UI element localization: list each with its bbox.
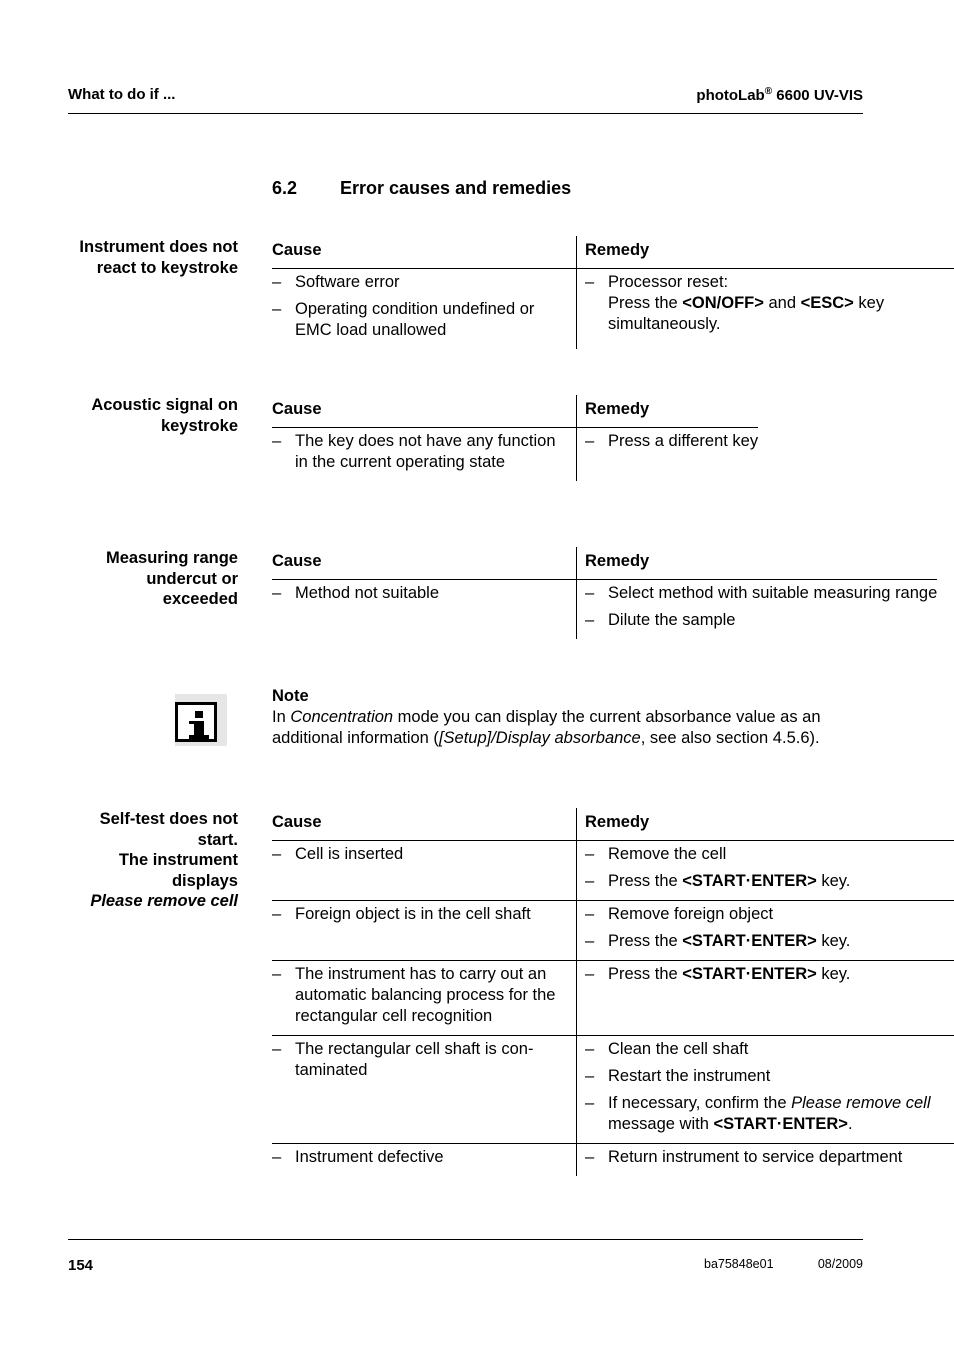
cause-text xyxy=(295,299,568,341)
text-run: key. xyxy=(816,965,851,983)
remedy-item xyxy=(585,583,937,604)
document-id: ba75848e01 xyxy=(704,1257,774,1271)
column-header-remedy: Remedy xyxy=(577,236,954,269)
page-number: 154 xyxy=(68,1257,94,1274)
remedy-text xyxy=(608,964,954,985)
text-run: If necessary, confirm the xyxy=(608,1094,792,1112)
text-run: Press the xyxy=(608,965,683,983)
footer-rule xyxy=(68,1239,863,1240)
side-label-self-test xyxy=(40,809,238,912)
cause-cell xyxy=(272,1036,577,1144)
remedy-item xyxy=(585,904,954,925)
bullet-dash: – xyxy=(272,300,282,318)
text-run: Press the xyxy=(608,932,683,950)
bullet-dash: – xyxy=(585,273,595,291)
text-run: taminated xyxy=(295,1061,368,1079)
header-right xyxy=(696,86,863,104)
column-header-cause: Cause xyxy=(272,395,577,428)
table-row xyxy=(272,1036,954,1144)
cause-text xyxy=(295,844,568,865)
table-row xyxy=(272,580,937,640)
remedy-cell xyxy=(577,1036,954,1144)
text-run: Return instrument to service department xyxy=(608,1148,903,1166)
side-label-line: start. xyxy=(197,830,238,849)
text-run: Concentration xyxy=(290,708,394,726)
section-title xyxy=(272,178,571,199)
remedy-cell xyxy=(577,580,938,640)
side-label-line: displays xyxy=(171,871,238,890)
text-run: <START·ENTER> xyxy=(682,965,817,983)
remedy-item xyxy=(585,1147,954,1168)
table-row xyxy=(272,269,954,350)
cause-item xyxy=(272,1039,568,1081)
cause-text xyxy=(295,431,568,473)
text-run: , see also section 4.5.6). xyxy=(640,729,820,747)
text-run: key simultaneously. xyxy=(608,294,885,333)
remedy-text xyxy=(608,931,954,952)
brand-name: photoLab xyxy=(696,87,765,104)
text-run: Instrument defective xyxy=(295,1148,444,1166)
cause-text xyxy=(295,904,568,925)
note-box xyxy=(272,686,852,749)
header-left: What to do if ... xyxy=(68,86,176,103)
bullet-dash: – xyxy=(585,584,595,602)
cause-cell xyxy=(272,269,577,350)
bullet-dash: – xyxy=(272,1040,282,1058)
remedy-text xyxy=(608,583,937,604)
text-run: Press the xyxy=(608,872,683,890)
side-label-line: Acoustic signal on xyxy=(91,396,238,414)
section-heading: Error causes and remedies xyxy=(340,178,572,198)
text-run: The rectangular cell shaft is con- xyxy=(295,1040,534,1058)
cause-cell xyxy=(272,428,577,482)
bullet-dash: – xyxy=(585,905,595,923)
table-row xyxy=(272,901,954,961)
text-run: <START·ENTER> xyxy=(713,1115,848,1133)
remedy-text xyxy=(608,904,954,925)
remedy-text xyxy=(608,1066,954,1087)
text-run: key. xyxy=(816,932,851,950)
text-run: <ESC> xyxy=(800,294,854,312)
text-run: and xyxy=(763,294,801,312)
text-run: Software error xyxy=(295,273,400,291)
remedy-cell xyxy=(577,901,954,961)
section-number: 6.2 xyxy=(272,178,298,198)
cause-item xyxy=(272,299,568,341)
document-date: 08/2009 xyxy=(817,1257,863,1271)
bullet-dash: – xyxy=(585,1040,595,1058)
side-label-line: Instrument does not xyxy=(79,238,238,256)
side-label-line: exceeded xyxy=(162,590,238,608)
cause-text xyxy=(295,1039,568,1081)
text-run: In xyxy=(272,708,291,726)
header-rule xyxy=(68,113,863,114)
remedy-item xyxy=(585,610,937,631)
text-run: Press a different key xyxy=(608,432,759,450)
cause-text xyxy=(295,1147,568,1168)
side-label-line: react to keystroke xyxy=(96,258,238,277)
text-run: mode you can display the current absorbance value as an additional information ( xyxy=(272,708,821,747)
text-run: Dilute the sample xyxy=(608,611,736,629)
cause-cell xyxy=(272,841,577,901)
cause-cell xyxy=(272,961,577,1036)
bullet-dash: – xyxy=(585,1148,595,1166)
side-label-measuring-range xyxy=(40,548,238,610)
cause-item xyxy=(272,904,568,925)
text-run: [Setup]/Display absorbance xyxy=(438,729,641,747)
remedy-item xyxy=(585,1039,954,1060)
text-run: The key does not have any function in the current operating state xyxy=(295,432,556,471)
table-row xyxy=(272,1144,954,1177)
text-run: Processor reset: xyxy=(608,273,729,291)
table-row xyxy=(272,428,758,482)
bullet-dash: – xyxy=(272,432,282,450)
remedy-item xyxy=(585,964,954,985)
registered-mark: ® xyxy=(764,86,773,97)
text-run: key. xyxy=(816,872,851,890)
side-label-no-keystroke xyxy=(40,237,238,278)
side-label-line: Measuring range xyxy=(105,549,238,567)
text-run: <START·ENTER> xyxy=(682,872,817,890)
table-row xyxy=(272,961,954,1036)
column-header-remedy: Remedy xyxy=(577,395,759,428)
text-run: The instrument has to carry out an automatic balancing process for the rectangular cell recognition xyxy=(295,965,556,1025)
cause-item xyxy=(272,583,568,604)
remedy-cell xyxy=(577,269,954,350)
bullet-dash: – xyxy=(585,845,595,863)
bullet-dash: – xyxy=(585,965,595,983)
bullet-dash: – xyxy=(272,273,282,291)
bullet-dash: – xyxy=(272,965,282,983)
bullet-dash: – xyxy=(585,872,595,890)
column-header-cause: Cause xyxy=(272,547,577,580)
text-run: Please remove cell xyxy=(791,1094,931,1112)
remedy-item xyxy=(585,844,954,865)
text-run: <START·ENTER> xyxy=(682,932,817,950)
side-label-acoustic-signal xyxy=(40,395,238,436)
text-run: Restart the instrument xyxy=(608,1067,771,1085)
bullet-dash: – xyxy=(585,932,595,950)
model-name: 6600 UV-VIS xyxy=(772,87,863,104)
remedy-text xyxy=(608,1147,954,1168)
table-row xyxy=(272,841,954,901)
table-self-test xyxy=(272,808,954,1176)
table-no-keystroke xyxy=(272,236,954,349)
bullet-dash: – xyxy=(585,1094,595,1112)
cause-cell xyxy=(272,1144,577,1177)
note-text xyxy=(272,707,852,749)
remedy-item xyxy=(585,1093,954,1135)
side-label-line: undercut or xyxy=(146,569,238,588)
bullet-dash: – xyxy=(272,584,282,602)
remedy-item xyxy=(585,272,954,335)
cause-cell xyxy=(272,580,577,640)
remedy-cell xyxy=(577,428,759,482)
column-header-remedy: Remedy xyxy=(577,808,954,841)
remedy-text xyxy=(608,1039,954,1060)
text-run: message with xyxy=(608,1115,714,1133)
text-run: Cell is inserted xyxy=(295,845,404,863)
text-run: Press the xyxy=(608,294,683,312)
text-run: <ON/OFF> xyxy=(682,294,764,312)
text-run: Foreign object is in the cell shaft xyxy=(295,905,531,923)
remedy-item xyxy=(585,931,954,952)
remedy-text xyxy=(608,431,758,452)
bullet-dash: – xyxy=(272,845,282,863)
remedy-text xyxy=(608,610,937,631)
remedy-text xyxy=(608,1093,954,1135)
remedy-cell xyxy=(577,841,954,901)
text-run: Operating condition undefined or EMC load unallowed xyxy=(295,300,535,339)
side-label-message: Please remove cell xyxy=(90,892,238,910)
cause-item xyxy=(272,844,568,865)
cause-item xyxy=(272,431,568,473)
remedy-text xyxy=(608,844,954,865)
remedy-cell xyxy=(577,1144,954,1177)
text-run: Select method with suitable measuring range xyxy=(608,584,938,602)
bullet-dash: – xyxy=(272,905,282,923)
side-label-line: The instrument xyxy=(118,851,238,869)
column-header-cause: Cause xyxy=(272,808,577,841)
text-run: Remove foreign object xyxy=(608,905,774,923)
text-run: . xyxy=(847,1115,853,1133)
cause-cell xyxy=(272,901,577,961)
table-measuring-range xyxy=(272,547,937,639)
column-header-remedy: Remedy xyxy=(577,547,938,580)
cause-item xyxy=(272,1147,568,1168)
remedy-item xyxy=(585,1066,954,1087)
cause-text xyxy=(295,583,568,604)
remedy-item xyxy=(585,871,954,892)
info-icon xyxy=(175,694,227,746)
cause-item xyxy=(272,272,568,293)
bullet-dash: – xyxy=(585,432,595,450)
text-run: Clean the cell shaft xyxy=(608,1040,749,1058)
remedy-text xyxy=(608,272,954,335)
cause-item xyxy=(272,964,568,1027)
text-run: Method not suitable xyxy=(295,584,440,602)
cause-text xyxy=(295,964,568,1027)
column-header-cause: Cause xyxy=(272,236,577,269)
side-label-line: keystroke xyxy=(160,416,238,435)
text-run: Remove the cell xyxy=(608,845,727,863)
table-acoustic-signal xyxy=(272,395,758,481)
bullet-dash: – xyxy=(585,1067,595,1085)
remedy-cell xyxy=(577,961,954,1036)
bullet-dash: – xyxy=(585,611,595,629)
remedy-text xyxy=(608,871,954,892)
cause-text xyxy=(295,272,568,293)
bullet-dash: – xyxy=(272,1148,282,1166)
remedy-item xyxy=(585,431,758,452)
note-title: Note xyxy=(272,687,309,705)
side-label-line: Self-test does not xyxy=(99,810,238,828)
